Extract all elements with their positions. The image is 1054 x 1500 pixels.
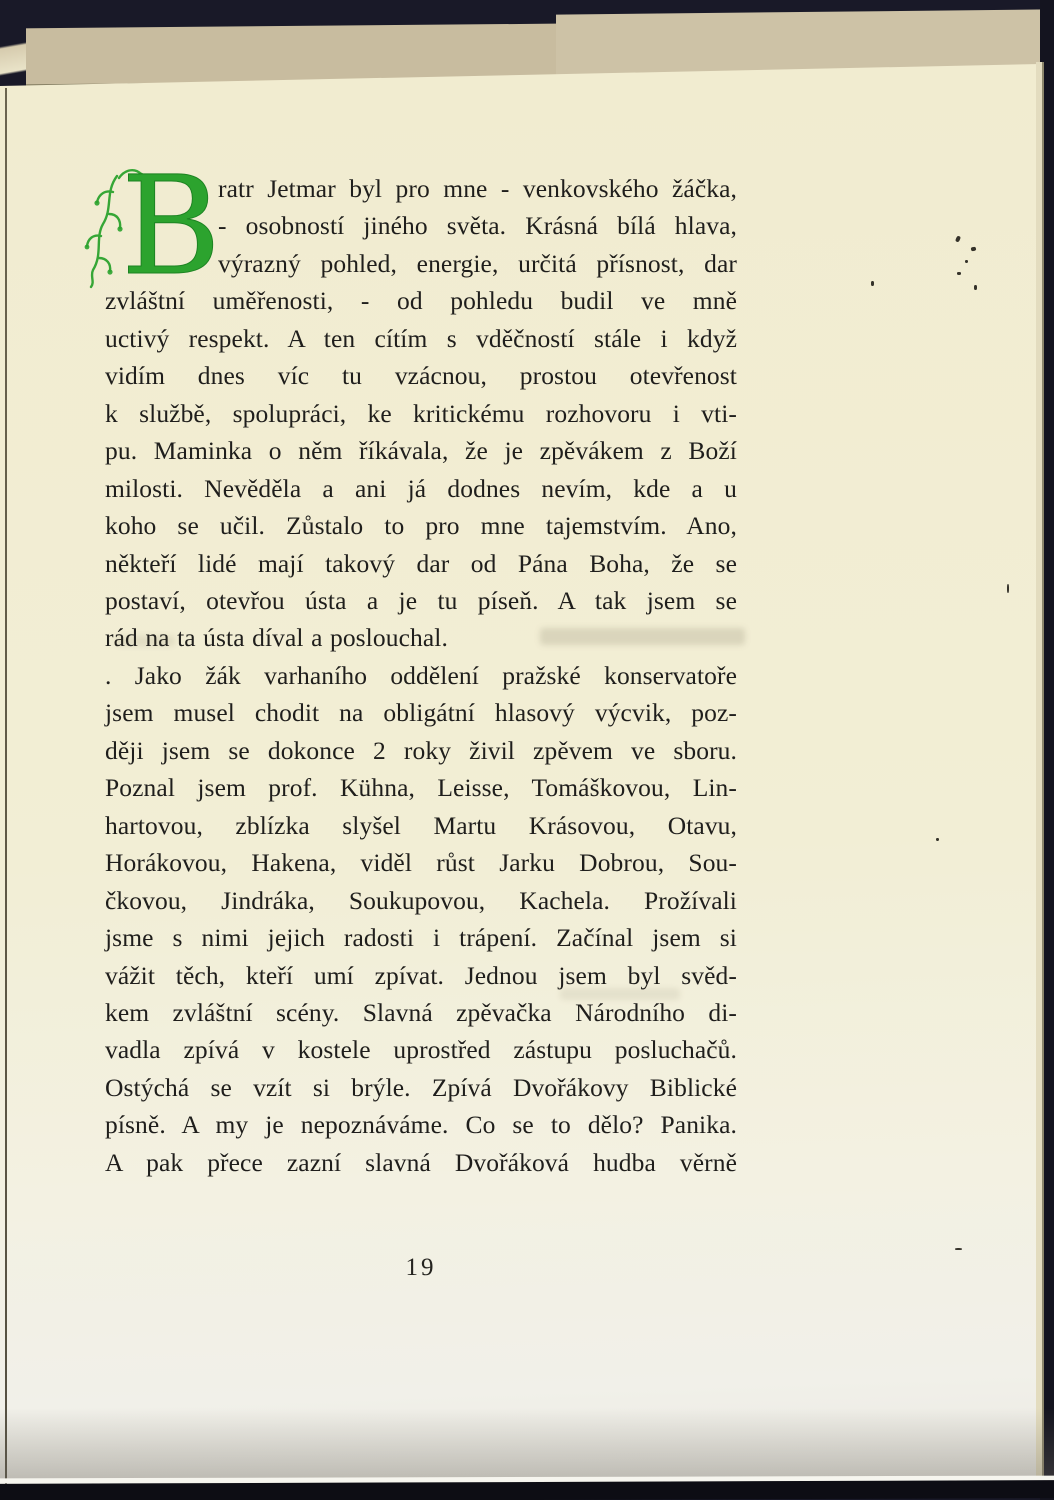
- text-line: postaví, otevřou ústa a je tu píseň. A tak jsem se: [105, 585, 737, 615]
- show-through-smudge: [540, 628, 745, 645]
- drop-cap-initial: [105, 148, 221, 306]
- text-line: vadla zpívá v kostele uprostřed zástupu posluchačů.: [105, 1035, 737, 1065]
- ink-speck: [936, 838, 939, 841]
- text-line: milosti. Nevěděla a ani já dodnes nevím, kde a u: [105, 473, 737, 503]
- show-through-smudge: [560, 988, 680, 1000]
- text-line: jsem musel chodit na obligátní hlasový výcvik, poz-: [105, 698, 737, 728]
- text-block: [105, 148, 737, 1181]
- ink-speck: [1007, 584, 1009, 593]
- page-number: 19: [405, 1254, 437, 1281]
- text-line: A pak přece zazní slavná Dvořáková hudba věrně: [105, 1147, 737, 1177]
- text-line: jsme s nimi jejich radosti i trápení. Začínal jsem si: [105, 923, 737, 953]
- text-line: Poznal jsem prof. Kühna, Leisse, Tomáškovou, Lin-: [105, 773, 737, 803]
- text-line: zvláštní uměřenosti, - od pohledu budil ve mně: [105, 286, 737, 316]
- text-line: čkovou, Jindráka, Soukupovou, Kachela. Prožívali: [105, 885, 737, 915]
- ink-speck: [974, 285, 977, 290]
- text-line: ratr Jetmar byl pro mne - venkovského žáčka,: [218, 174, 737, 203]
- illuminated-initial-B: [83, 148, 233, 306]
- text-line: uctivý respekt. A ten cítím s vděčností stále i když: [105, 323, 737, 353]
- text-line: výrazný pohled, energie, určitá přísnost, dar: [218, 248, 737, 278]
- text-line: Horákovou, Hakena, viděl růst Jarku Dobrou, Sou-: [105, 848, 737, 878]
- ink-speck: [955, 1248, 962, 1250]
- text-line: koho se učil. Zůstalo to pro mne tajemstvím. Ano,: [105, 511, 737, 541]
- show-through-smudge: [115, 636, 175, 646]
- ink-speck: [957, 272, 961, 275]
- text-line: vážit těch, kteří umí zpívat. Jednou jsem byl svěd-: [105, 960, 737, 990]
- text-line: někteří lidé mají takový dar od Pána Boha, že se: [105, 548, 737, 578]
- ink-speck: [965, 260, 968, 263]
- text-line: . Jako žák varhaního oddělení pražské konservatoře: [105, 660, 737, 690]
- page-right-edge: [1036, 62, 1042, 1482]
- text-line: pu. Maminka o něm říkávala, že je zpěvákem z Boží: [105, 436, 737, 466]
- background-bottom-band: [0, 1480, 1054, 1500]
- text-line: - osobností jiného světa. Krásná bílá hlava,: [218, 211, 737, 241]
- drop-cap-letter: B: [121, 148, 221, 306]
- text-line: ději jsem se dokonce 2 roky živil zpěvem ve sboru.: [105, 735, 737, 765]
- text-line: Ostýchá se vzít si brýle. Zpívá Dvořákovy Biblické: [105, 1072, 737, 1102]
- page-bottom-shadow: [0, 1408, 1054, 1482]
- text-line: hartovou, zblízka slyšel Martu Krásovou, Otavu,: [105, 810, 737, 840]
- gutter-fold-line: [5, 88, 7, 1484]
- text-line: písně. A my je nepoznáváme. Co se to dělo? Panika.: [105, 1110, 737, 1140]
- ink-speck: [871, 281, 874, 286]
- text-line: rád na ta ústa díval a poslouchal.: [105, 623, 448, 653]
- text-line: k službě, spolupráci, ke kritickému rozhovoru i vti-: [105, 398, 737, 428]
- background-right-band: [1040, 0, 1054, 1500]
- text-line: kem zvláštní scény. Slavná zpěvačka Národního di-: [105, 997, 737, 1027]
- text-line: vidím dnes víc tu vzácnou, prostou otevřenost: [105, 361, 737, 391]
